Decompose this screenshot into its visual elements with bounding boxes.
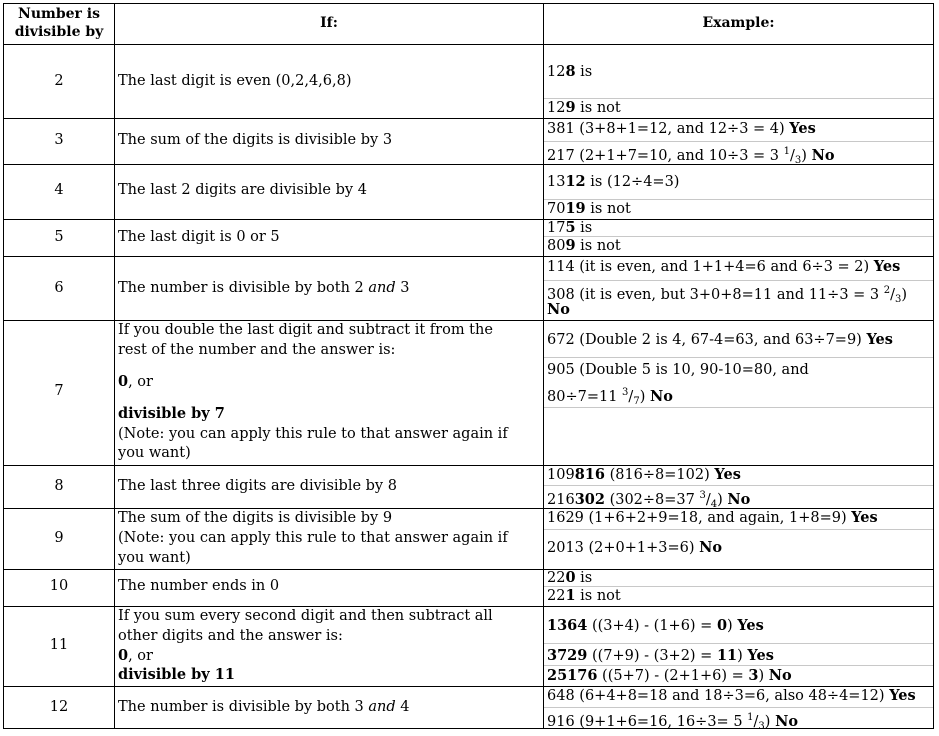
divisor-2: 2 bbox=[54, 73, 64, 89]
rule-9-line2: (Note: you can apply this rule to that answer again if bbox=[118, 530, 508, 546]
rule-10: The number ends in 0 bbox=[118, 578, 280, 594]
rule-9-line3: you want) bbox=[118, 550, 191, 566]
example-10-yes: 220 is bbox=[547, 569, 593, 586]
example-subdivider bbox=[544, 707, 933, 708]
divisor-8: 8 bbox=[54, 478, 64, 494]
column-divider-2 bbox=[543, 3, 544, 729]
header-number-divisible-by bbox=[4, 5, 114, 41]
row-divider bbox=[3, 44, 934, 45]
rule-4: The last 2 digits are divisible by 4 bbox=[118, 182, 367, 198]
rule-5: The last digit is 0 or 5 bbox=[118, 229, 280, 245]
example-11-yes-a: 1364 ((3+4) - (1+6) = 0) Yes bbox=[547, 617, 764, 634]
header-if: If: bbox=[320, 15, 338, 31]
example-3-yes: 381 (3+8+1=12, and 12÷3 = 4) Yes bbox=[547, 120, 816, 137]
rule-11-line3: 0, or bbox=[118, 647, 153, 664]
example-subdivider bbox=[544, 665, 933, 666]
example-4-yes: 1312 is (12÷4=3) bbox=[547, 173, 680, 190]
row-divider bbox=[3, 256, 934, 257]
rule-2: The last digit is even (0,2,4,6,8) bbox=[118, 73, 352, 89]
example-5-no: 809 is not bbox=[547, 237, 621, 254]
example-2-no: 129 is not bbox=[547, 99, 621, 116]
row-divider bbox=[3, 118, 934, 119]
divisor-7: 7 bbox=[54, 383, 64, 399]
example-6-no-verdict: No bbox=[547, 301, 570, 318]
divisor-11: 11 bbox=[49, 637, 69, 653]
divisor-3: 3 bbox=[54, 132, 64, 148]
example-subdivider bbox=[544, 643, 933, 644]
row-divider bbox=[3, 219, 934, 220]
example-7-no-line2: 80÷7=11 $^3/_7$) No bbox=[547, 387, 673, 407]
example-8-no: 216302 (302÷8=37 $^3/_4$) No bbox=[547, 490, 751, 510]
header-col1-line2: divisible by bbox=[14, 24, 104, 40]
divisor-4: 4 bbox=[54, 182, 64, 198]
example-subdivider bbox=[544, 141, 933, 142]
example-12-yes: 648 (6+4+8=18 and 18÷3=6, also 48÷4=12) Yes bbox=[547, 687, 916, 704]
example-9-yes: 1629 (1+6+2+9=18, and again, 1+8=9) Yes bbox=[547, 509, 878, 526]
example-8-yes: 109816 (816÷8=102) Yes bbox=[547, 466, 741, 483]
rule-11-line2: other digits and the answer is: bbox=[118, 628, 343, 644]
example-7-no-line1: 905 (Double 5 is 10, 90-10=80, and bbox=[547, 362, 809, 378]
rule-7-line1: If you double the last digit and subtract it from the bbox=[118, 322, 493, 338]
example-subdivider bbox=[544, 280, 933, 281]
rule-9-line1: The sum of the digits is divisible by 9 bbox=[118, 510, 393, 526]
rule-7-line5: (Note: you can apply this rule to that answer again if bbox=[118, 426, 508, 442]
rule-7-line2: rest of the number and the answer is: bbox=[118, 342, 396, 358]
example-9-no: 2013 (2+0+1+3=6) No bbox=[547, 539, 723, 556]
divisor-6: 6 bbox=[54, 280, 64, 296]
rule-12: The number is divisible by both 3 and 4 bbox=[118, 699, 410, 715]
example-11-yes-b: 3729 ((7+9) - (3+2) = 11) Yes bbox=[547, 647, 774, 664]
row-divider bbox=[3, 569, 934, 570]
rule-11-line1: If you sum every second digit and then subtract all bbox=[118, 608, 493, 624]
example-subdivider bbox=[544, 529, 933, 530]
example-11-no: 25176 ((5+7) - (2+1+6) = 3) No bbox=[547, 667, 792, 684]
rule-6: The number is divisible by both 2 and 3 bbox=[118, 280, 410, 296]
divisor-12: 12 bbox=[49, 699, 69, 715]
example-subdivider bbox=[544, 485, 933, 486]
example-12-no: 916 (9+1+6=16, 16÷3= 5 $^1/_3$) No bbox=[547, 712, 799, 732]
table-border-right bbox=[933, 3, 934, 729]
example-10-no: 221 is not bbox=[547, 587, 621, 604]
rule-8: The last three digits are divisible by 8 bbox=[118, 478, 397, 494]
header-col1-line1: Number is bbox=[18, 6, 100, 22]
row-divider bbox=[3, 465, 934, 466]
example-3-no: 217 (2+1+7=10, and 10÷3 = 3 $^1/_3$) No bbox=[547, 146, 835, 166]
rule-11-line4: divisible by 11 bbox=[118, 666, 235, 683]
example-2-yes: 128 is bbox=[547, 63, 593, 80]
column-divider-1 bbox=[114, 3, 115, 729]
example-4-no: 7019 is not bbox=[547, 200, 631, 217]
example-subdivider bbox=[544, 357, 933, 358]
rule-3: The sum of the digits is divisible by 3 bbox=[118, 132, 393, 148]
table-border-left bbox=[3, 3, 4, 729]
rule-7-line3: 0, or bbox=[118, 373, 153, 390]
divisor-5: 5 bbox=[54, 229, 64, 245]
divisibility-table bbox=[3, 3, 934, 732]
header-example: Example: bbox=[702, 15, 775, 31]
example-7-yes: 672 (Double 2 is 4, 67-4=63, and 63÷7=9) Yes bbox=[547, 331, 893, 348]
example-6-no: 308 (it is even, but 3+0+8=11 and 11÷3 = 3 $^2/_3$) bbox=[547, 285, 908, 305]
example-5-yes: 175 is bbox=[547, 219, 593, 236]
divisor-10: 10 bbox=[49, 578, 69, 594]
rule-7-line6: you want) bbox=[118, 445, 191, 461]
example-6-yes: 114 (it is even, and 1+1+4=6 and 6÷3 = 2) Yes bbox=[547, 258, 901, 275]
row-divider bbox=[3, 3, 934, 4]
rule-7-line4: divisible by 7 bbox=[118, 405, 225, 422]
divisor-9: 9 bbox=[54, 530, 64, 546]
